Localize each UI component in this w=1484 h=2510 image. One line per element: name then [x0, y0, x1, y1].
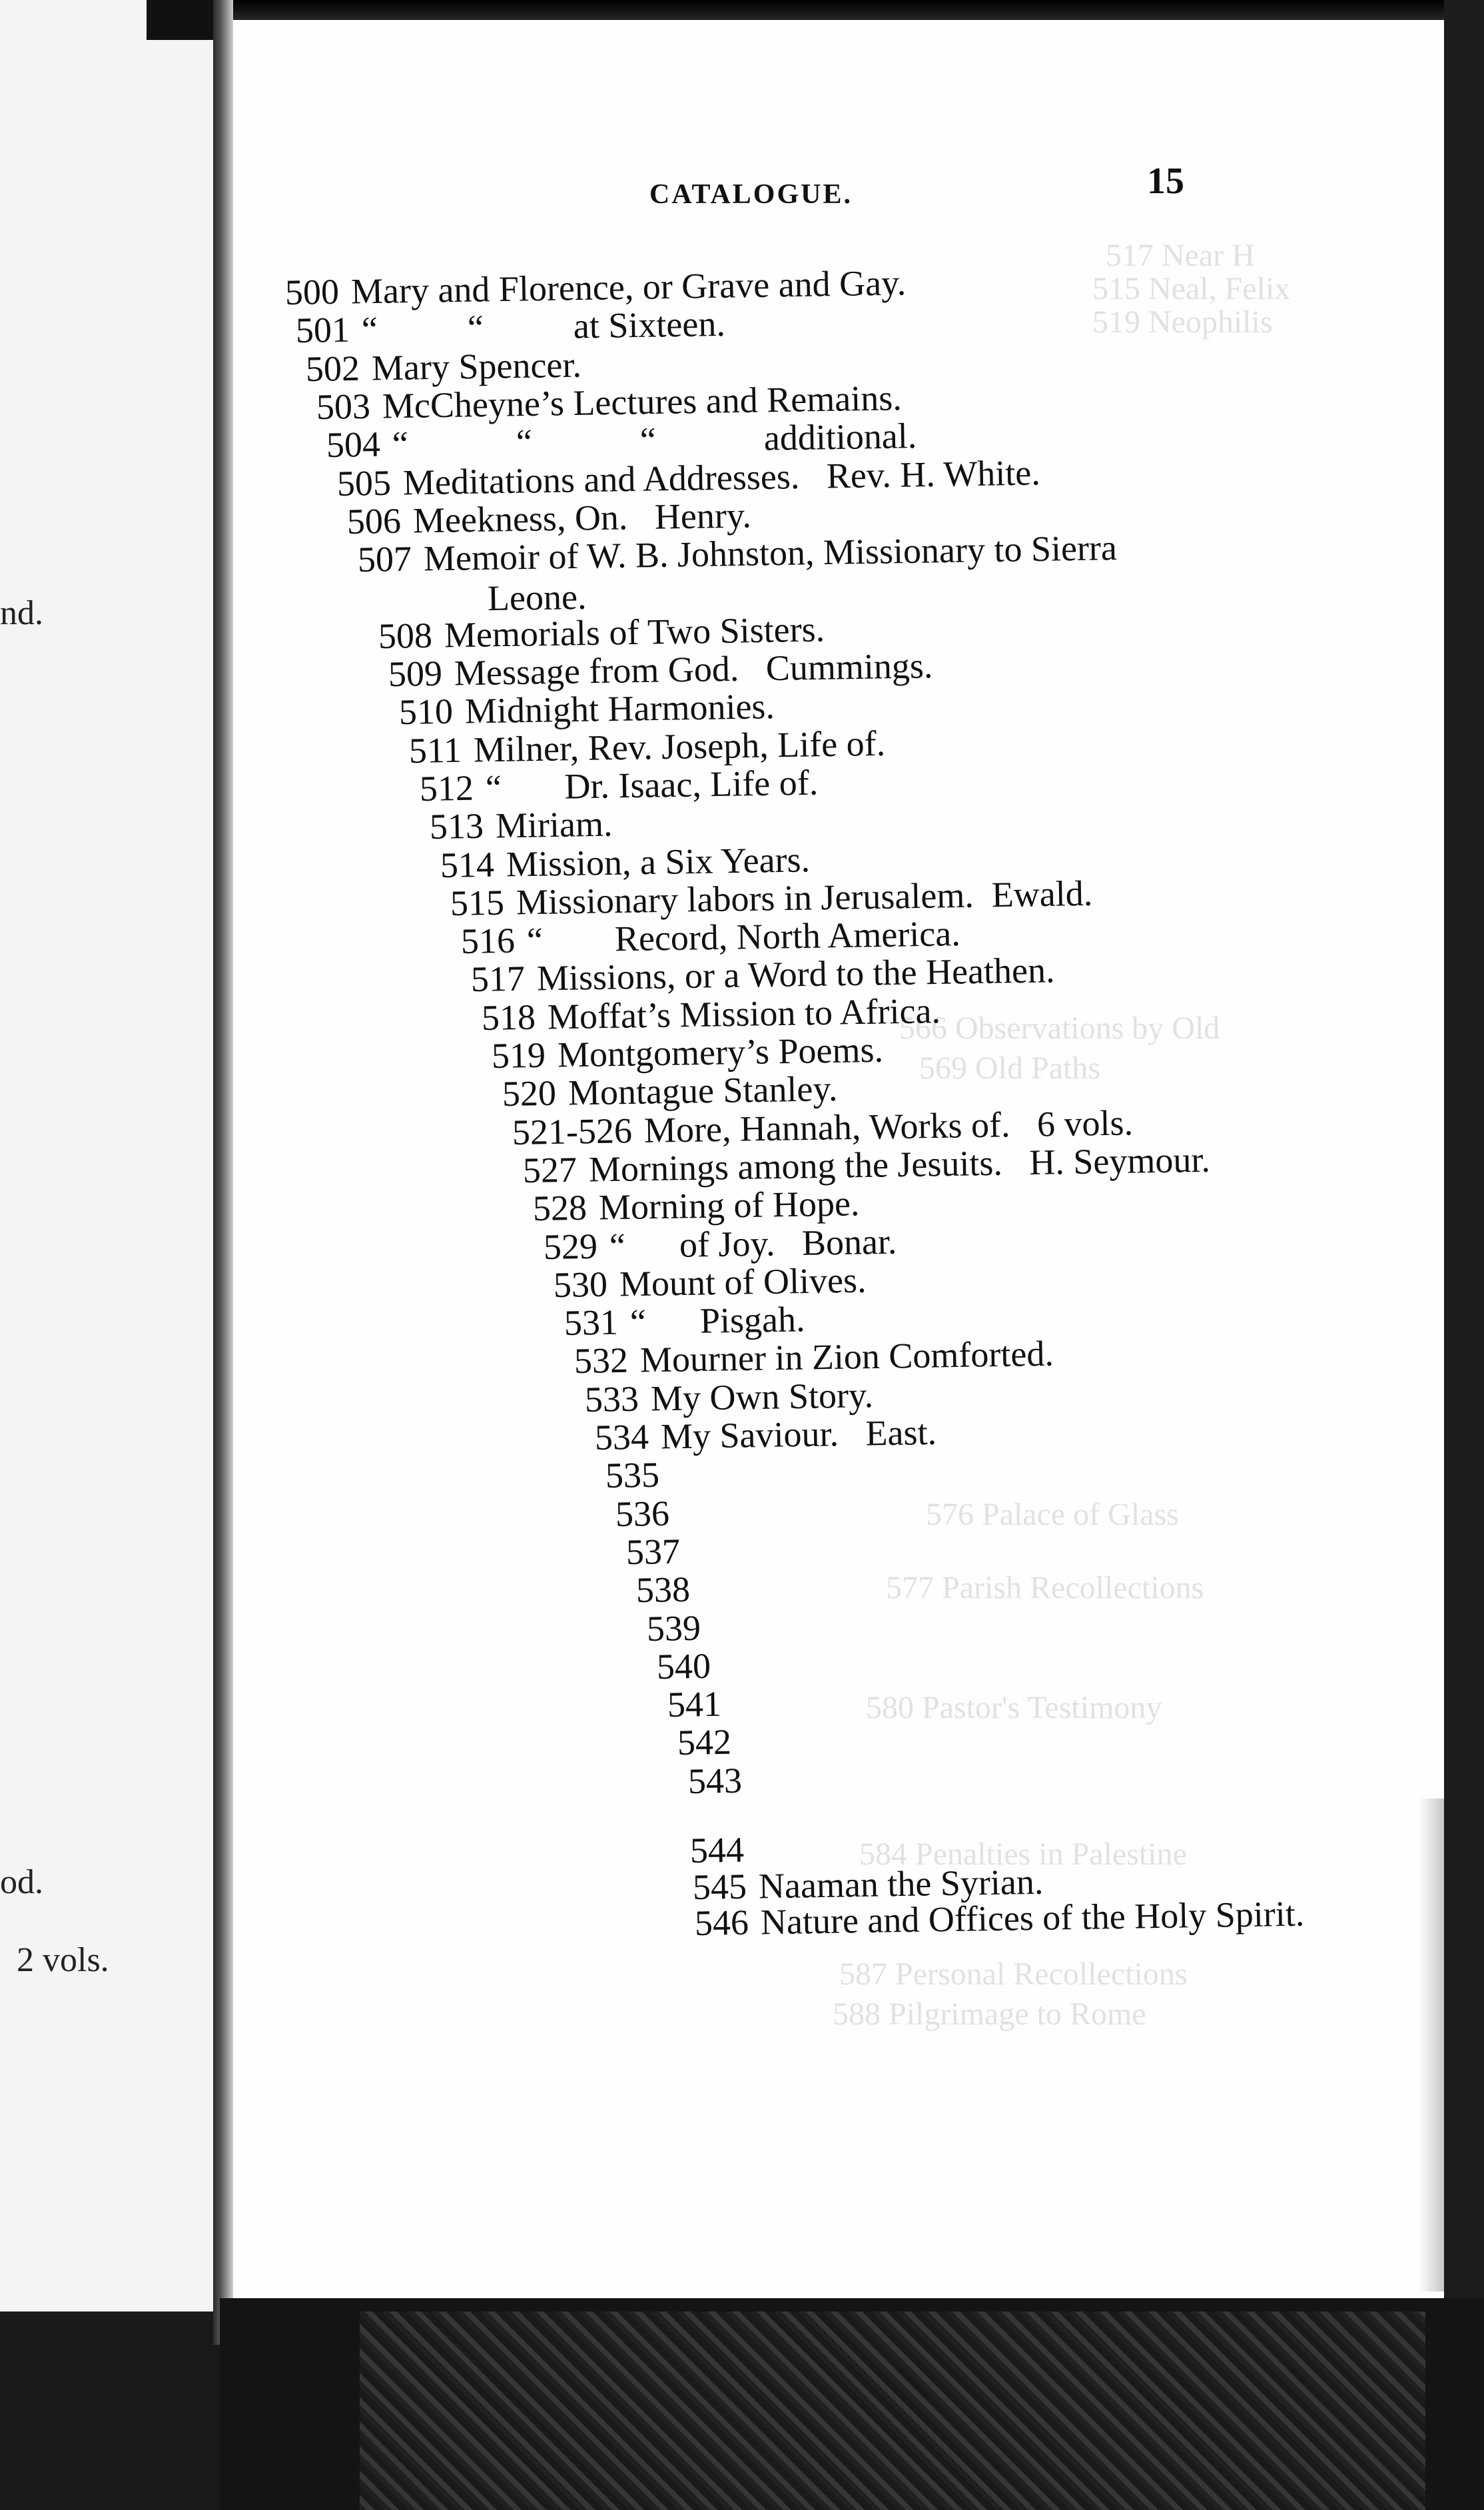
- entry-title: Nature and Offices of the Holy Spirit.: [760, 1893, 1305, 1942]
- entry-number: 544: [689, 1829, 745, 1871]
- entry-number: 531: [563, 1302, 618, 1344]
- catalogue-entry: [543, 1221, 897, 1267]
- entry-title: Morning of Hope.: [598, 1183, 860, 1228]
- book-gutter: [213, 0, 233, 2345]
- catalogue-entry: [573, 1334, 1054, 1382]
- entry-number: 507: [357, 538, 412, 580]
- entry-number: 511: [408, 729, 462, 771]
- catalogue-entry: [470, 950, 1055, 1000]
- entry-number: 542: [677, 1722, 732, 1763]
- catalogue-entry: [677, 1724, 744, 1761]
- left-page-fragment: 2 vols.: [17, 1941, 109, 1979]
- entry-title: Memorials of Two Sisters.: [444, 609, 825, 655]
- bleed-through: 584 Penalties in Palestine: [859, 1837, 1187, 1872]
- entry-title: My Own Story.: [650, 1374, 873, 1419]
- entry-title: Mary Spencer.: [371, 344, 582, 388]
- entry-number: 535: [605, 1455, 659, 1496]
- bleed-through: 566 Observations by Old: [899, 1011, 1220, 1046]
- catalogue-entry: [657, 1647, 723, 1685]
- entry-title: Mornings among the Jesuits. H. Seymour.: [588, 1139, 1210, 1190]
- catalogue-entry: [295, 304, 725, 351]
- entry-continuation: Leone.: [487, 577, 587, 619]
- entry-number: 506: [346, 500, 402, 542]
- entry-number: 534: [594, 1416, 649, 1458]
- entry-title: Meditations and Addresses. Rev. H. White.: [402, 452, 1040, 502]
- catalogue-entry: [429, 803, 613, 847]
- entry-title: Meekness, On. Henry.: [412, 495, 752, 541]
- bleed-through: 569 Old Paths: [919, 1050, 1101, 1086]
- entry-number: 503: [316, 386, 370, 427]
- catalogue-entry: [532, 1183, 860, 1229]
- bottom-texture: [360, 2311, 1425, 2510]
- catalogue-entry: [398, 686, 775, 733]
- catalogue-entry: [450, 875, 1093, 921]
- bleed-through: 517 Near H: [1106, 238, 1255, 273]
- catalogue-entry: [305, 344, 582, 389]
- catalogue-entry: [667, 1683, 733, 1725]
- entry-number: 512: [419, 767, 474, 809]
- entry-title: Mary and Florence, or Grave and Gay.: [350, 262, 907, 312]
- bleed-through: 515 Neal, Felix: [1092, 271, 1291, 306]
- entry-number: 520: [502, 1073, 556, 1114]
- entry-title: Mission, a Six Years.: [506, 839, 810, 884]
- entry-title: Montague Stanley.: [567, 1068, 838, 1113]
- entry-number: 519: [491, 1035, 546, 1076]
- entry-number: 538: [635, 1569, 691, 1611]
- entry-number: 532: [573, 1340, 629, 1382]
- entry-title: Missionary labors in Jerusalem. Ewald.: [516, 873, 1093, 923]
- entry-number: 516: [460, 920, 515, 962]
- entry-number: 539: [646, 1607, 701, 1649]
- entry-number: 505: [336, 462, 391, 504]
- entry-title: Miriam.: [495, 803, 613, 846]
- catalogue-entry: [563, 1299, 805, 1344]
- entry-title: “ “ at Sixteen.: [361, 304, 725, 350]
- bleed-through: 587 Personal Recollections: [839, 1956, 1188, 1992]
- entry-number: 513: [429, 805, 484, 847]
- entry-number: 528: [532, 1187, 587, 1229]
- entry-title: Midnight Harmonies.: [464, 686, 775, 731]
- entry-number: 537: [625, 1531, 680, 1572]
- entry-title: Missions, or a Word to the Heathen.: [536, 950, 1055, 999]
- entry-title: Milner, Rev. Joseph, Life of.: [473, 723, 886, 770]
- entry-title: Naaman the Syrian.: [758, 1861, 1044, 1906]
- catalogue-entry: [481, 990, 940, 1038]
- entry-number: 521-526: [512, 1110, 633, 1152]
- entry-number: 540: [656, 1645, 711, 1687]
- entry-title: More, Hannah, Works of. 6 vols.: [643, 1102, 1134, 1150]
- entry-number: 501: [295, 310, 350, 351]
- entry-number: 541: [667, 1683, 721, 1725]
- bleed-through: 577 Parish Recollections: [886, 1570, 1204, 1605]
- catalogue-entry: [584, 1374, 873, 1420]
- entry-number: 504: [326, 424, 381, 466]
- entry-title: Memoir of W. B. Johnston, Missionary to Sierra: [423, 528, 1117, 579]
- entry-title: Moffat’s Mission to Africa.: [547, 990, 940, 1037]
- catalogue-entry: [553, 1260, 867, 1305]
- catalogue-entry: [419, 762, 819, 809]
- catalogue-entry: [615, 1495, 682, 1532]
- entry-number: 517: [470, 959, 526, 1000]
- entry-title: McCheyne’s Lectures and Remains.: [382, 378, 902, 426]
- catalogue-entry: [689, 1829, 757, 1871]
- entry-title: Montgomery’s Poems.: [557, 1029, 884, 1075]
- entry-number: 536: [615, 1493, 670, 1534]
- catalogue-entry: [388, 647, 933, 692]
- catalogue-entry: [605, 1457, 671, 1494]
- entry-title: My Saviour. East.: [660, 1412, 937, 1457]
- entry-number: 527: [522, 1149, 577, 1190]
- bleed-through: 576 Palace of Glass: [926, 1497, 1179, 1532]
- page-header: CATALOGUE.: [649, 179, 853, 210]
- entry-number: 508: [378, 615, 432, 656]
- entry-number: 515: [450, 882, 505, 923]
- bleed-through: 580 Pastor's Testimony: [866, 1690, 1162, 1725]
- entry-number: 529: [543, 1226, 597, 1267]
- page-number: 15: [1147, 161, 1184, 202]
- catalogue-entry: [502, 1070, 837, 1112]
- entry-number: 514: [440, 844, 494, 885]
- entry-number: 510: [398, 691, 453, 733]
- catalogue-entry: [347, 497, 752, 540]
- catalogue-entry: [378, 611, 825, 654]
- entry-title: “ Record, North America.: [526, 913, 960, 961]
- entry-title: “ Dr. Isaac, Life of.: [485, 762, 819, 808]
- entry-title: Mount of Olives.: [619, 1260, 867, 1304]
- left-page-fragment: od.: [0, 1863, 43, 1901]
- catalogue-entry: [440, 841, 810, 883]
- left-page-shadow: [0, 2311, 220, 2510]
- entry-title: “ Pisgah.: [629, 1299, 805, 1342]
- entry-title: “ of Joy. Bonar.: [609, 1221, 897, 1266]
- entry-number: 545: [692, 1866, 747, 1907]
- entry-number: 502: [305, 348, 360, 389]
- catalogue-entry: [595, 1414, 937, 1456]
- catalogue-entry: [625, 1533, 692, 1570]
- catalogue-entry: [636, 1571, 703, 1609]
- catalogue-entry: [285, 264, 907, 310]
- left-page-fragment: nd.: [0, 594, 43, 632]
- catalogue-entry: [491, 1029, 884, 1076]
- bleed-through: 588 Pilgrimage to Rome: [833, 1996, 1146, 2032]
- right-border: [1444, 0, 1484, 2510]
- entry-title: Mourner in Zion Comforted.: [639, 1334, 1054, 1380]
- entry-number: 500: [284, 271, 340, 312]
- catalogue-entry: [646, 1609, 713, 1647]
- entry-number: 543: [687, 1760, 742, 1801]
- entry-number: 518: [481, 997, 536, 1038]
- entry-number: 546: [694, 1902, 749, 1944]
- bleed-through: 519 Neophilis: [1092, 304, 1273, 340]
- entry-number: 509: [388, 653, 443, 694]
- entry-number: 533: [584, 1378, 639, 1420]
- entry-number: 530: [553, 1264, 608, 1305]
- entry-title: “ “ “ additional.: [392, 416, 917, 464]
- entry-title: Message from God. Cummings.: [454, 645, 933, 693]
- catalogue-entry: [694, 1893, 1305, 1944]
- catalogue-entry: [687, 1762, 754, 1799]
